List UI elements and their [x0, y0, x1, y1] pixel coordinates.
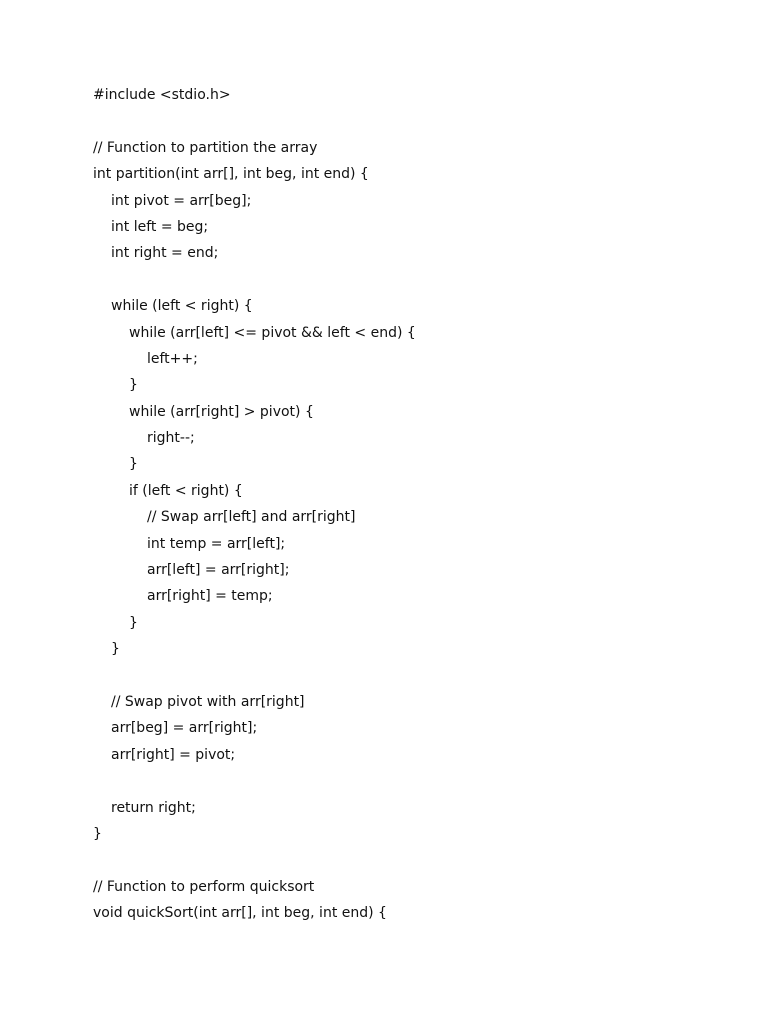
- blank-line: [93, 768, 416, 794]
- code-line: int pivot = arr[beg];: [111, 192, 252, 209]
- blank-line: [93, 108, 416, 134]
- code-line: // Swap arr[left] and arr[right]: [147, 509, 356, 526]
- code-line: #include <stdio.h>: [93, 87, 231, 103]
- code-line: return right;: [111, 799, 196, 816]
- code-line: // Swap pivot with arr[right]: [111, 693, 305, 710]
- code-line: int right = end;: [111, 245, 219, 262]
- code-line: void quickSort(int arr[], int beg, int end) {: [93, 905, 387, 922]
- code-line: while (arr[right] > pivot) {: [129, 403, 314, 420]
- code-line: arr[left] = arr[right];: [147, 562, 290, 579]
- code-line: while (left < right) {: [111, 298, 253, 315]
- code-line: int temp = arr[left];: [147, 535, 286, 552]
- code-line: while (arr[left] <= pivot && left < end) {: [129, 324, 416, 341]
- blank-line: [93, 847, 416, 873]
- blank-line: [93, 267, 416, 293]
- code-line: arr[right] = temp;: [147, 588, 273, 605]
- code-line: }: [111, 641, 120, 658]
- code-line: // Function to partition the array: [93, 139, 318, 156]
- code-line: // Function to perform quicksort: [93, 878, 315, 895]
- blank-line: [93, 663, 416, 689]
- code-line: arr[beg] = arr[right];: [111, 720, 258, 737]
- code-line: left++;: [147, 350, 198, 367]
- code-line: arr[right] = pivot;: [111, 746, 236, 763]
- code-line: right--;: [147, 430, 195, 447]
- code-line: }: [93, 825, 102, 842]
- code-line: int partition(int arr[], int beg, int end) {: [93, 166, 369, 183]
- code-line: }: [129, 377, 138, 394]
- code-block: [93, 82, 416, 927]
- code-line: }: [129, 614, 138, 631]
- code-line: }: [129, 456, 138, 473]
- code-line: if (left < right) {: [129, 482, 243, 499]
- code-line: int left = beg;: [111, 218, 209, 235]
